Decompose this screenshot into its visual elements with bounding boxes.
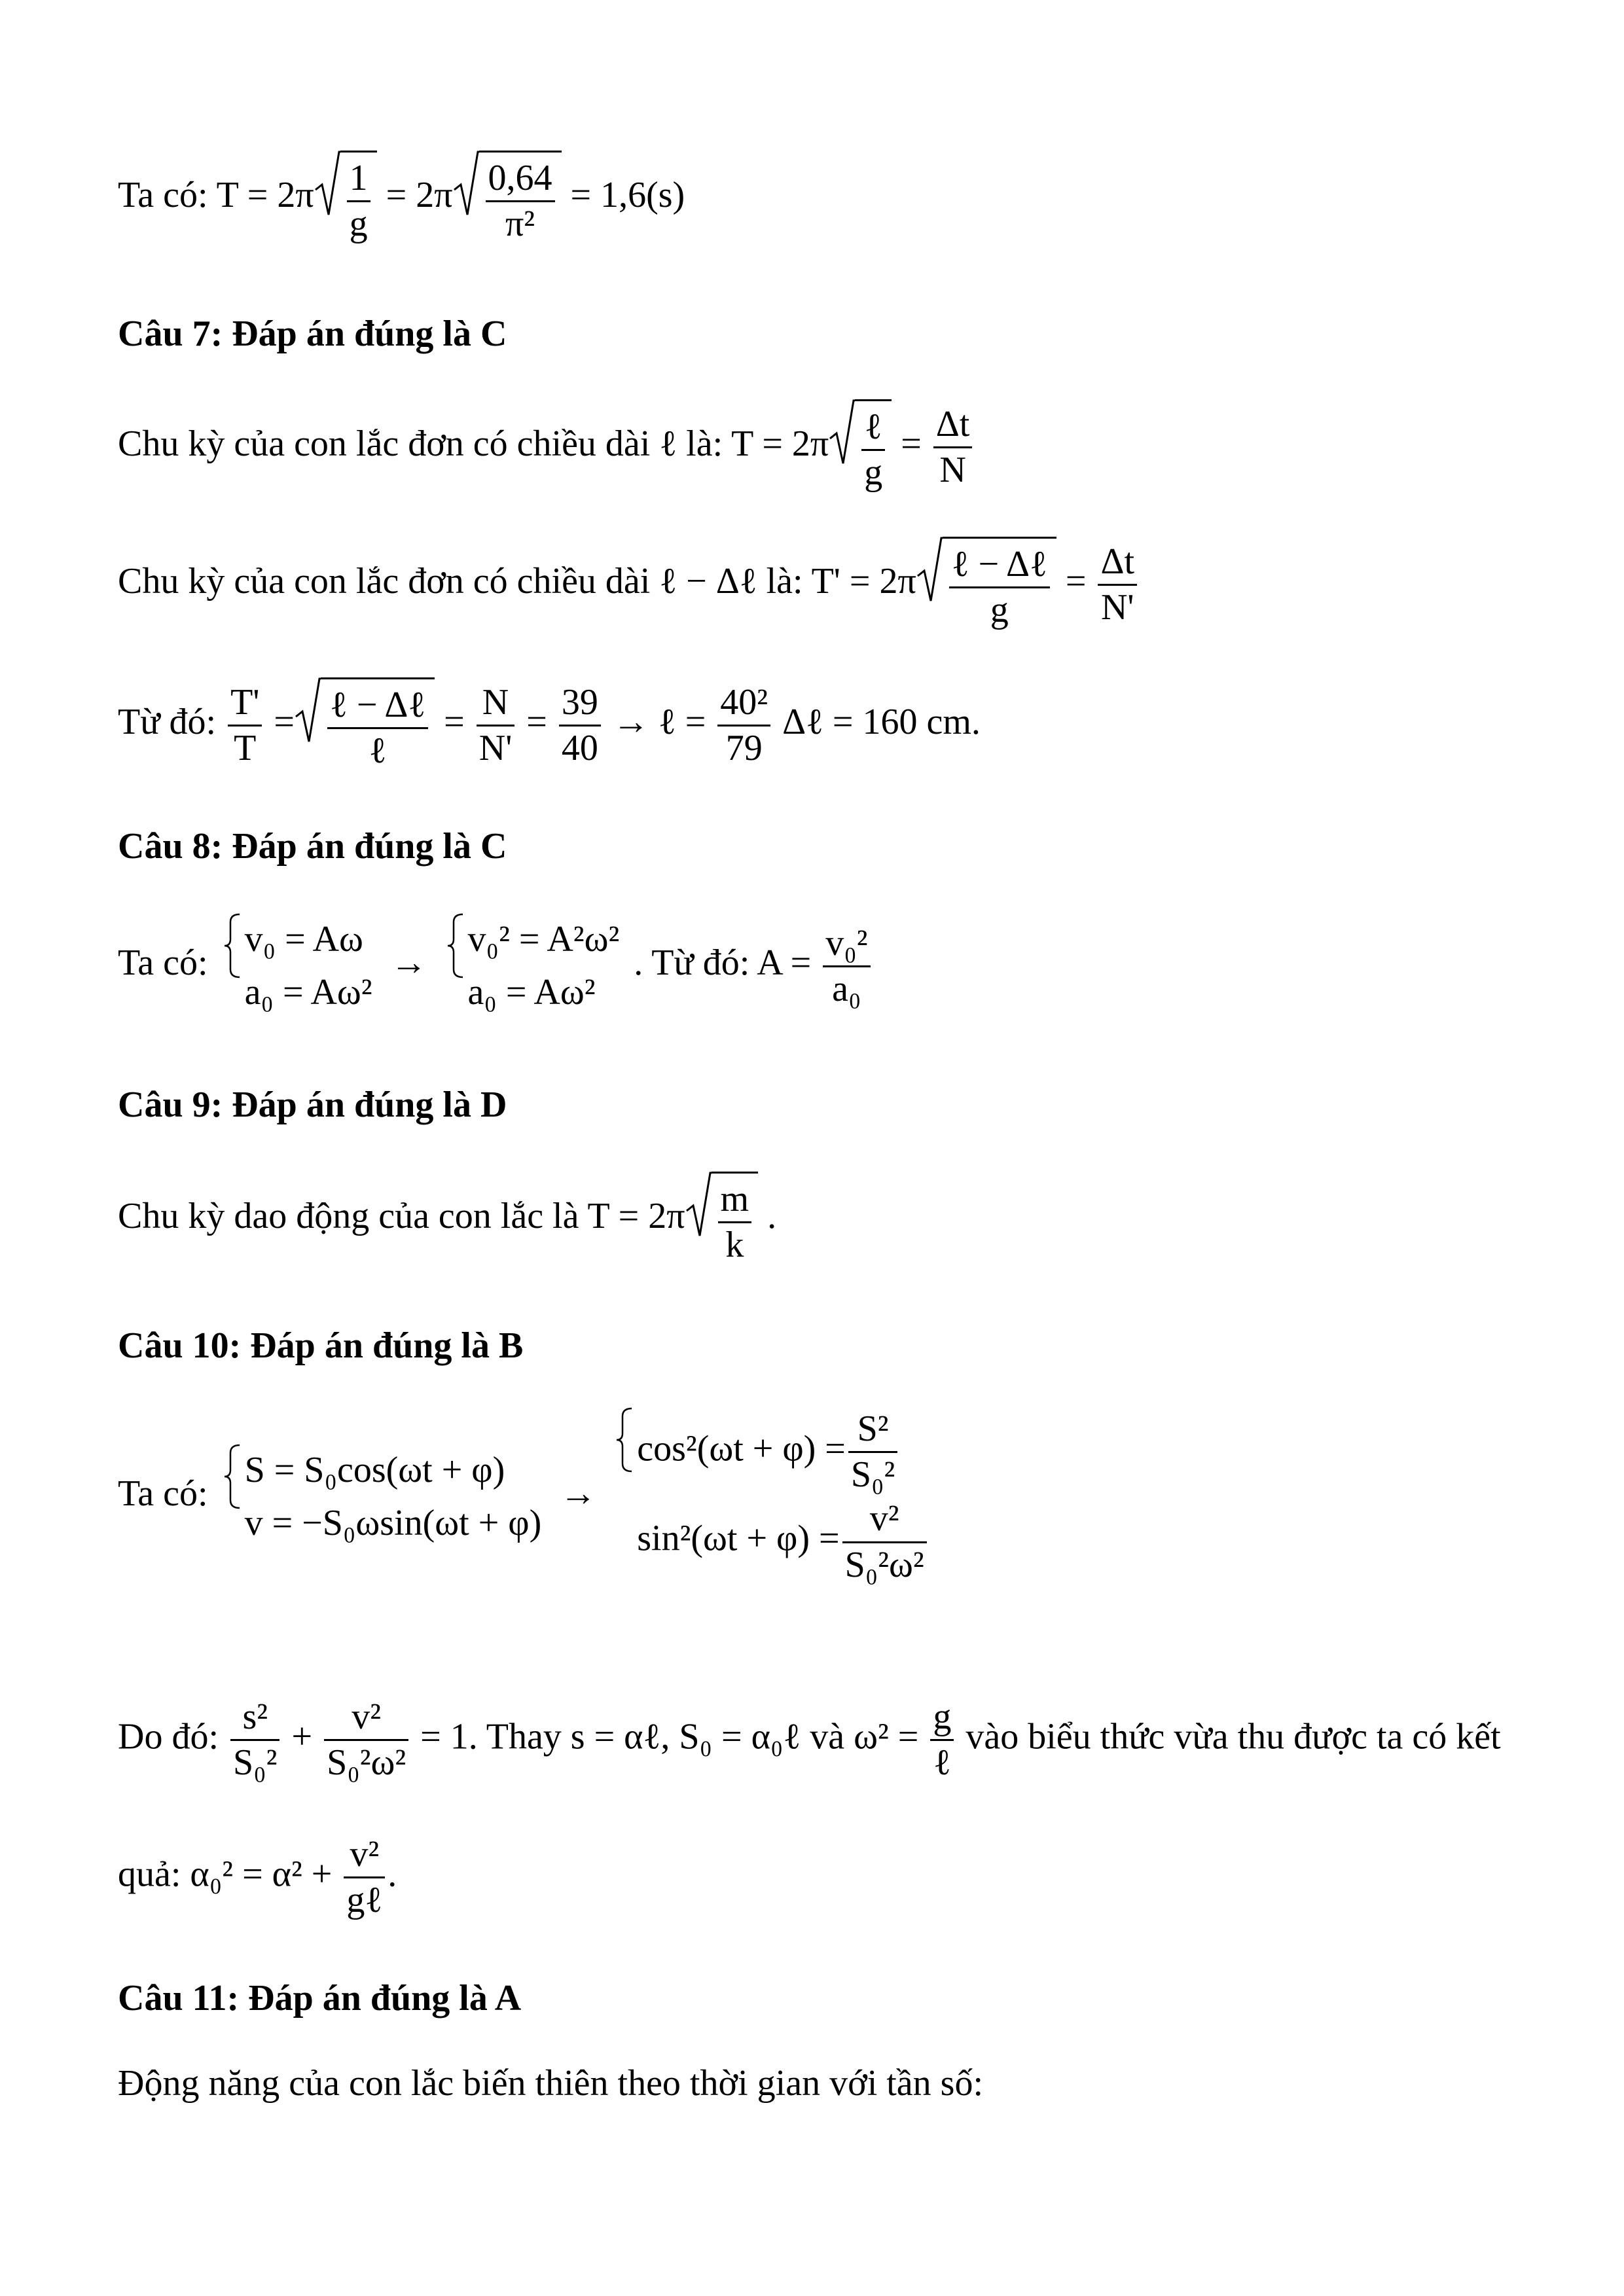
fraction — [477, 681, 515, 770]
text: Từ đó: — [118, 702, 217, 743]
frac-num: S² — [848, 1407, 897, 1453]
q8-heading: Câu 8: Đáp án đúng là C — [118, 826, 507, 867]
text: vào biểu thức vừa thu được ta có kết — [965, 1716, 1501, 1757]
formula-part: = 1. Thay s = αℓ, S₀ = α₀ℓ và ω² = — [420, 1716, 919, 1757]
fraction — [848, 1407, 897, 1497]
frac-num: 1 — [347, 156, 370, 202]
formula-part: T = 2π — [216, 175, 314, 216]
formula-part: T = 2π — [731, 423, 829, 465]
formula-part: = — [1065, 561, 1087, 602]
frac-den: S₀²ω² — [327, 1742, 406, 1784]
fraction — [230, 1695, 280, 1785]
period-formula-line — [118, 151, 685, 246]
q11-heading: Câu 11: Đáp án đúng là A — [118, 1978, 522, 2018]
fraction — [344, 1833, 385, 1922]
formula-part: . — [767, 1196, 777, 1237]
q8-formula — [118, 913, 873, 1019]
frac-den: π² — [505, 204, 535, 245]
text: Do đó: — [118, 1716, 219, 1757]
q11-text: Động năng của con lắc biến thiên theo thời gian với tần số: — [118, 2063, 984, 2104]
fraction — [930, 1695, 954, 1785]
system-row: v₀² = A²ω² — [467, 919, 620, 960]
frac-num: Δt — [1098, 540, 1137, 586]
frac-den: g — [864, 452, 883, 493]
q10-line2 — [118, 1695, 1501, 1785]
text-prefix: Ta có: — [118, 1473, 208, 1515]
frac-den: g — [349, 204, 368, 245]
formula-part: → ℓ = — [612, 702, 706, 743]
q10-formula — [118, 1407, 935, 1587]
text-prefix: Ta có: — [118, 175, 208, 216]
frac-num: v² — [842, 1497, 927, 1543]
q10-line3 — [118, 1833, 397, 1922]
sqrt — [829, 399, 892, 495]
q10-heading: Câu 10: Đáp án đúng là B — [118, 1325, 524, 1366]
fraction — [1098, 540, 1137, 630]
sqrt — [453, 151, 562, 246]
formula-part: = — [901, 423, 922, 465]
arrow-icon: → — [390, 942, 427, 984]
formula-part: = — [526, 702, 547, 743]
frac-num: 39 — [559, 681, 601, 726]
frac-num: s² — [230, 1695, 280, 1741]
frac-num: 40² — [717, 681, 770, 726]
text: Chu kỳ dao động của con lắc là — [118, 1196, 579, 1237]
formula-part: = 2π — [386, 175, 453, 216]
fraction — [933, 403, 973, 492]
equation-system — [446, 913, 620, 1019]
fraction — [559, 681, 601, 770]
frac-den: T — [234, 727, 257, 768]
frac-den: N' — [1100, 586, 1134, 628]
frac-den: 40 — [561, 727, 598, 768]
frac-num: m — [718, 1177, 752, 1223]
formula-part: cos²(ωt + φ) = — [637, 1428, 846, 1469]
formula-part: sin²(ωt + φ) = — [637, 1518, 840, 1559]
frac-den: 79 — [725, 727, 763, 768]
frac-den: ℓ — [933, 1742, 951, 1784]
frac-den: gℓ — [346, 1880, 383, 1921]
frac-num: N — [477, 681, 515, 726]
system-row: a₀ = Aω² — [467, 972, 596, 1013]
q7-line2 — [118, 537, 1140, 632]
equation-system — [223, 1444, 542, 1550]
sqrt — [295, 677, 435, 773]
q7-line3 — [118, 677, 981, 773]
frac-num: v² — [324, 1695, 408, 1741]
sqrt — [685, 1172, 759, 1267]
q9-heading: Câu 9: Đáp án đúng là D — [118, 1085, 507, 1125]
fraction — [823, 922, 870, 1011]
frac-num: T' — [228, 681, 262, 726]
formula-part: quả: α₀² = α² + — [118, 1854, 333, 1895]
frac-den: S₀² — [850, 1454, 895, 1496]
frac-den: S₀² — [233, 1742, 278, 1784]
text-prefix: Ta có: — [118, 942, 208, 984]
frac-den: N — [939, 449, 966, 490]
formula-part: T' = 2π — [811, 561, 916, 602]
equation-system — [223, 913, 372, 1019]
formula-part: . — [388, 1854, 397, 1895]
fraction — [228, 681, 262, 770]
formula-part: Δℓ = 160 cm. — [782, 702, 981, 743]
frac-num: g — [930, 1695, 954, 1741]
frac-num: 0,64 — [486, 156, 555, 202]
system-row — [637, 1407, 929, 1497]
frac-num: ℓ − Δℓ — [949, 543, 1050, 588]
frac-den: k — [725, 1225, 744, 1266]
fraction — [717, 681, 770, 770]
formula-part: T = 2π — [587, 1196, 685, 1237]
fraction — [324, 1695, 408, 1785]
q7-heading: Câu 7: Đáp án đúng là C — [118, 314, 507, 354]
formula-part: + — [291, 1716, 313, 1757]
system-row: a₀ = Aω² — [244, 972, 372, 1013]
frac-den: a₀ — [832, 968, 861, 1009]
system-row — [637, 1497, 929, 1587]
frac-den: N' — [478, 727, 513, 768]
text: Chu kỳ của con lắc đơn có chiều dài ℓ là: — [118, 423, 723, 465]
frac-num: ℓ — [861, 405, 885, 451]
system-row: v₀ = Aω — [244, 919, 363, 960]
formula-part: = 1,6(s) — [570, 175, 685, 216]
sqrt — [314, 151, 377, 246]
formula-part: = — [444, 702, 465, 743]
sqrt — [916, 537, 1056, 632]
frac-num: Δt — [933, 403, 973, 448]
fraction — [842, 1497, 927, 1587]
q7-line1 — [118, 399, 975, 495]
equation-system — [615, 1407, 929, 1587]
system-row: v = −S₀ωsin(ωt + φ) — [244, 1503, 542, 1544]
frac-den: g — [990, 590, 1009, 631]
system-row: S = S₀cos(ωt + φ) — [244, 1450, 505, 1491]
frac-num: v₀² — [823, 922, 870, 967]
arrow-icon: → — [560, 1473, 597, 1515]
formula-part: . Từ đó: A = — [634, 942, 812, 984]
text: Chu kỳ của con lắc đơn có chiều dài ℓ − Δℓ là: — [118, 561, 803, 602]
formula-part: = — [274, 702, 295, 743]
frac-den: ℓ — [369, 730, 387, 772]
frac-num: v² — [344, 1833, 385, 1878]
frac-den: S₀²ω² — [844, 1544, 924, 1585]
frac-num: ℓ − Δℓ — [327, 683, 428, 729]
q9-formula — [118, 1172, 776, 1267]
